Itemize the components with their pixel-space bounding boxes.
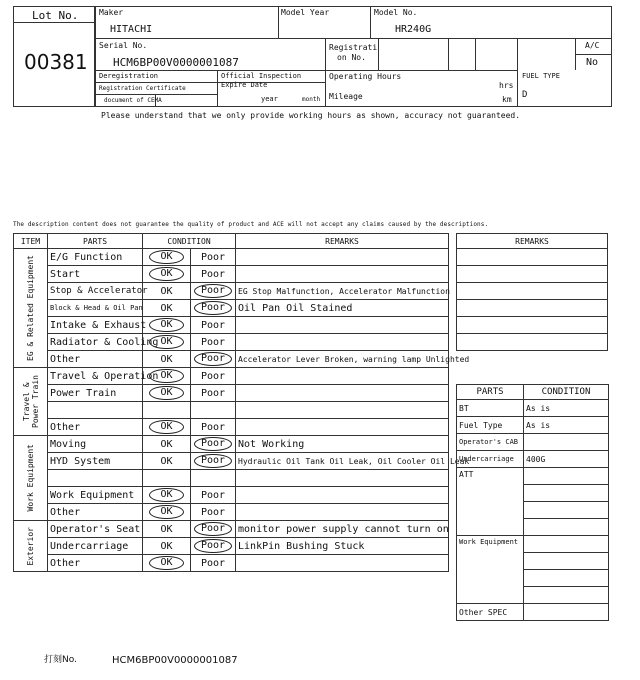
remarks-cell: Oil Pan Oil Stained — [236, 300, 449, 317]
condition-ok: OK — [143, 521, 191, 538]
work-equipment-label: Work Equipment — [457, 536, 524, 604]
group-exterior: Exterior — [14, 521, 48, 572]
remarks-cell — [236, 504, 449, 521]
condition-ok: OK — [143, 436, 191, 453]
remarks-cell: monitor power supply cannot turn on — [236, 521, 449, 538]
km-unit: km — [502, 95, 512, 104]
side-remarks-row — [457, 300, 608, 317]
divider — [370, 6, 371, 38]
divider — [95, 94, 217, 95]
registration-label-2: on No. — [337, 53, 366, 62]
remarks-cell — [236, 368, 449, 385]
divider — [325, 38, 326, 107]
registration-label-1: Registrati — [329, 43, 378, 52]
part-name: Other — [48, 419, 143, 436]
condition-ok: OK — [143, 351, 191, 368]
condition-ok: OK — [143, 419, 191, 436]
remarks-header: REMARKS — [236, 234, 449, 249]
condition-ok: OK — [143, 368, 191, 385]
model-year-label: Model Year — [281, 8, 330, 17]
item-header: ITEM — [14, 234, 48, 249]
bt-label: BT — [457, 400, 524, 417]
side-remarks-row — [457, 249, 608, 266]
remarks-cell — [236, 470, 449, 487]
divider — [448, 38, 449, 70]
side-remarks-row — [457, 283, 608, 300]
ac-value: No — [586, 57, 599, 68]
divider — [95, 70, 517, 71]
condition-ok: OK — [143, 300, 191, 317]
hrs-unit: hrs — [499, 81, 514, 90]
condition-poor: Poor — [191, 334, 236, 351]
condition-header: CONDITION — [524, 385, 609, 400]
serial-value: HCM6BP00V0000001087 — [113, 56, 239, 69]
condition-ok: OK — [143, 555, 191, 572]
maker-value: HITACHI — [110, 24, 153, 35]
mileage-label: Mileage — [329, 92, 363, 101]
part-name: Block & Head & Oil Pan — [48, 300, 143, 317]
condition-ok: OK — [143, 385, 191, 402]
inspection-label-2: Expire Date — [221, 81, 268, 89]
lot-number: 00381 — [24, 50, 88, 74]
group-work-equipment: Work Equipment — [14, 436, 48, 521]
condition-ok: OK — [143, 283, 191, 300]
remarks-cell — [236, 487, 449, 504]
undercarriage-value: 400G — [524, 451, 609, 468]
work-equipment-row — [524, 553, 609, 570]
part-name — [48, 470, 143, 487]
registration-certificate-label: Registration Certificate — [99, 85, 186, 92]
condition-poor: Poor — [191, 385, 236, 402]
remarks-cell: LinkPin Bushing Stuck — [236, 538, 449, 555]
condition-ok: OK — [143, 487, 191, 504]
remarks-cell — [236, 555, 449, 572]
part-name: Other — [48, 555, 143, 572]
part-name: Stop & Accelerator — [48, 283, 143, 300]
part-name: Other — [48, 504, 143, 521]
side-remarks-row — [457, 266, 608, 283]
side-remarks-header: REMARKS — [457, 234, 608, 249]
remarks-cell — [236, 266, 449, 283]
work-equipment-row — [524, 587, 609, 604]
part-name: Travel & Operation — [48, 368, 143, 385]
condition-poor: Poor — [191, 249, 236, 266]
condition-ok: OK — [143, 453, 191, 470]
condition-poor: Poor — [191, 283, 236, 300]
remarks-cell — [236, 317, 449, 334]
work-equipment-row — [524, 536, 609, 553]
maker-label: Maker — [99, 8, 124, 17]
att-row — [524, 485, 609, 502]
condition-poor: Poor — [191, 351, 236, 368]
lot-label: Lot No. — [32, 9, 79, 22]
divider — [95, 82, 325, 83]
group-eg-related: EG & Related Equipment — [14, 249, 48, 368]
condition-poor: Poor — [191, 453, 236, 470]
condition-poor: Poor — [191, 368, 236, 385]
divider — [575, 38, 576, 70]
stamp-value: HCM6BP00V0000001087 — [112, 655, 238, 666]
parts-header: PARTS — [457, 385, 524, 400]
model-no-label: Model No. — [374, 8, 418, 17]
fuel-type-value: D — [522, 90, 528, 100]
att-row — [524, 468, 609, 485]
fuel-type-label: Fuel Type — [457, 417, 524, 434]
remarks-cell — [236, 385, 449, 402]
parts-condition-table — [456, 384, 609, 621]
cema-document-label: document of CEMA — [104, 97, 162, 104]
side-remarks-row — [457, 334, 608, 351]
condition-ok: OK — [143, 538, 191, 555]
model-no-value: HR240G — [395, 24, 432, 35]
condition-ok: OK — [143, 504, 191, 521]
disclaimer: The description content does not guarantee the quality of product and ACE will not accept any claims caused by the descriptions. — [13, 221, 489, 228]
part-name: Intake & Exhaust — [48, 317, 143, 334]
inspection-label-1: Official Inspection — [221, 72, 302, 80]
divider — [378, 38, 379, 70]
part-name: E/G Function — [48, 249, 143, 266]
divider — [475, 38, 476, 70]
side-remarks-table — [456, 233, 608, 351]
side-remarks-row — [457, 317, 608, 334]
remarks-cell — [236, 249, 449, 266]
condition-poor: Poor — [191, 538, 236, 555]
lot-header-divider — [13, 22, 95, 23]
condition-poor: Poor — [191, 300, 236, 317]
condition-poor: Poor — [191, 436, 236, 453]
year-label: year — [261, 95, 278, 103]
operating-hours-label: Operating Hours — [329, 72, 402, 81]
remarks-cell: EG Stop Malfunction, Accelerator Malfunction — [236, 283, 449, 300]
bt-value: As is — [524, 400, 609, 417]
condition-poor — [191, 470, 236, 487]
part-name: Start — [48, 266, 143, 283]
stamp-label: 打刻No. — [44, 655, 77, 665]
condition-poor: Poor — [191, 266, 236, 283]
condition-ok: OK — [143, 334, 191, 351]
remarks-cell — [236, 334, 449, 351]
work-equipment-row — [524, 570, 609, 587]
hours-note: Please understand that we only provide working hours as shown, accuracy not guaranteed. — [101, 111, 521, 120]
part-name: Moving — [48, 436, 143, 453]
condition-ok — [143, 402, 191, 419]
condition-poor: Poor — [191, 521, 236, 538]
part-name: Other — [48, 351, 143, 368]
att-row — [524, 519, 609, 536]
part-name: Undercarriage — [48, 538, 143, 555]
part-name: Power Train — [48, 385, 143, 402]
divider — [278, 6, 279, 38]
part-name: HYD System — [48, 453, 143, 470]
part-name: Radiator & Cooling — [48, 334, 143, 351]
condition-poor: Poor — [191, 419, 236, 436]
remarks-cell — [236, 402, 449, 419]
ac-label: A/C — [585, 41, 600, 50]
divider — [217, 70, 218, 107]
part-name: Operator's Seat — [48, 521, 143, 538]
remarks-cell: Accelerator Lever Broken, warning lamp Unlighted — [236, 351, 449, 368]
fuel-type-value: As is — [524, 417, 609, 434]
condition-ok — [143, 470, 191, 487]
condition-poor: Poor — [191, 555, 236, 572]
divider — [575, 54, 612, 55]
remarks-cell: Not Working — [236, 436, 449, 453]
condition-header: CONDITION — [143, 234, 236, 249]
divider — [517, 38, 518, 107]
part-name: Work Equipment — [48, 487, 143, 504]
att-row — [524, 502, 609, 519]
condition-ok: OK — [143, 317, 191, 334]
condition-poor — [191, 402, 236, 419]
condition-ok: OK — [143, 266, 191, 283]
operators-cab-label: Operator's CAB — [457, 434, 524, 451]
undercarriage-label: Undercarriage — [457, 451, 524, 468]
att-label: ATT — [457, 468, 524, 536]
other-spec-label: Other SPEC — [457, 604, 524, 621]
part-name — [48, 402, 143, 419]
condition-poor: Poor — [191, 317, 236, 334]
group-travel-power-train: Travel & Power Train — [14, 368, 48, 436]
operators-cab-value — [524, 434, 609, 451]
remarks-cell — [236, 419, 449, 436]
condition-poor: Poor — [191, 487, 236, 504]
parts-header: PARTS — [48, 234, 143, 249]
condition-poor: Poor — [191, 504, 236, 521]
other-spec-value — [524, 604, 609, 621]
deregistration-label: Deregistration — [99, 72, 159, 80]
serial-label: Serial No. — [99, 41, 148, 50]
condition-ok: OK — [143, 249, 191, 266]
fuel-type-label: FUEL TYPE — [522, 72, 560, 80]
divider — [95, 38, 612, 39]
month-label: month — [302, 96, 321, 103]
remarks-cell: Hydraulic Oil Tank Oil Leak, Oil Cooler Oil Leak — [236, 453, 449, 470]
